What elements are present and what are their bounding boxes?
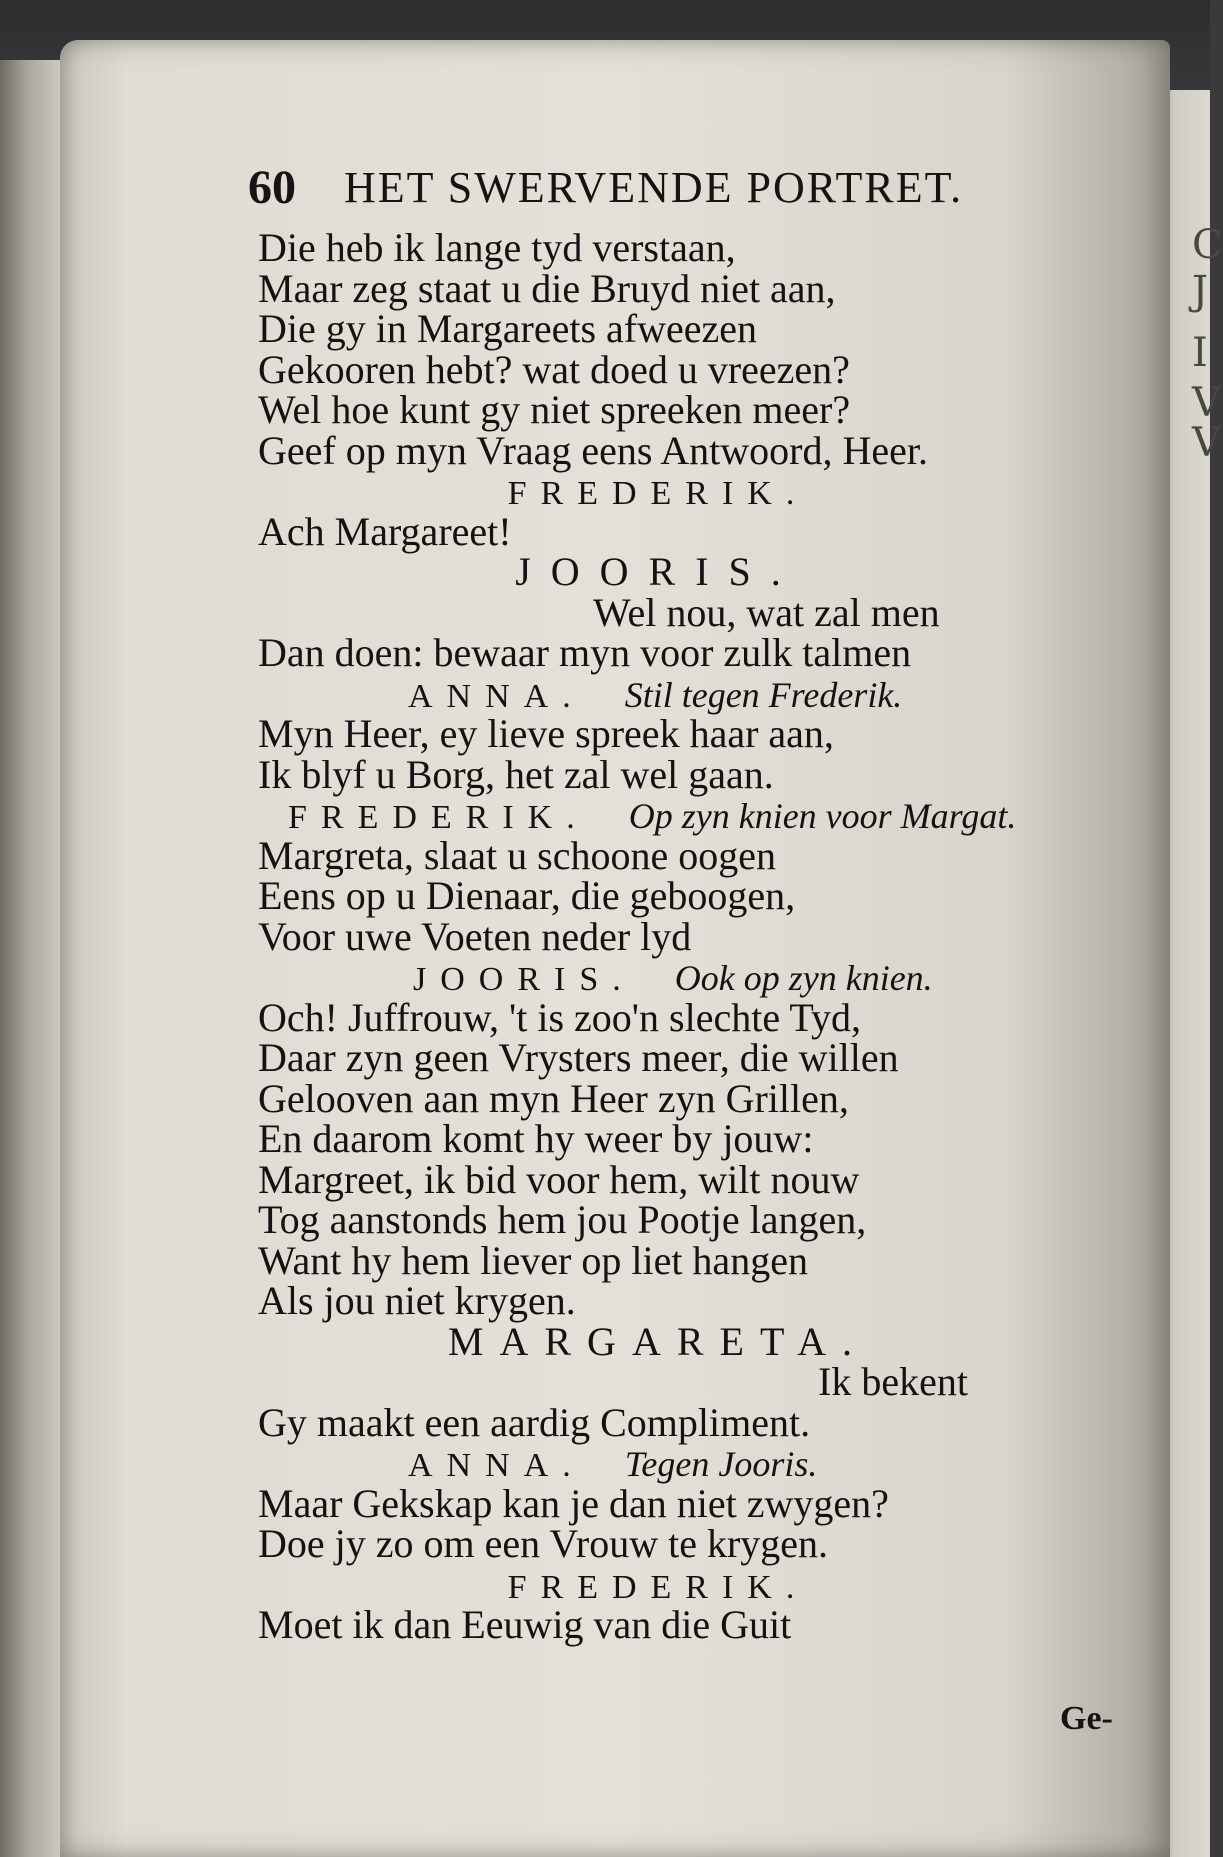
- verse-line-text: Die heb ik lange tyd verstaan,: [258, 225, 736, 270]
- facing-page-glyph: J: [1192, 268, 1209, 314]
- verse-line-text: Gelooven aan myn Heer zyn Grillen,: [258, 1075, 849, 1121]
- speaker-name: JOORIS.: [515, 549, 801, 594]
- facing-page-glyph: C: [1192, 222, 1223, 268]
- running-title: HET SWERVENDE PORTRET.: [344, 163, 964, 212]
- speaker-name: ANNA.: [408, 1447, 585, 1484]
- verse-line-text: Voor uwe Voeten neder lyd: [258, 913, 692, 959]
- stage-direction: Op zyn knien voor Margat.: [628, 796, 1017, 836]
- speaker-name: MARGARETA.: [447, 1318, 869, 1364]
- verse-line: [258, 306, 1118, 351]
- verse-line-text: Gy maakt een aardig Compliment.: [258, 1399, 811, 1445]
- verse-line: [258, 1237, 1118, 1283]
- verse-line: [258, 346, 1118, 392]
- speaker-heading: [258, 471, 1118, 512]
- verse-line: [258, 994, 1118, 1040]
- verse-line: [258, 1521, 1118, 1566]
- verse-line-text: Margreet, ik bid voor hem, wilt nouw: [258, 1156, 860, 1202]
- verse-line: [258, 873, 1118, 918]
- speaker-heading: [258, 795, 1118, 836]
- speaker-name: JOORIS.: [413, 961, 635, 998]
- verse-line: [258, 1278, 1118, 1323]
- verse-line: [258, 1075, 1118, 1121]
- verse-line: [258, 265, 1118, 311]
- stage-direction: Tegen Jooris.: [624, 1444, 818, 1484]
- facing-page-glyph: V: [1192, 380, 1221, 426]
- facing-page-glyph: V: [1192, 420, 1221, 466]
- speaker-heading: [258, 1443, 1118, 1484]
- speaker-name: FREDERIK.: [507, 475, 809, 512]
- verse-line-text: Die gy in Margareets afweezen: [258, 306, 758, 351]
- speaker-heading: [258, 674, 1118, 715]
- verse-line-text: Geef op myn Vraag eens Antwoord, Heer.: [258, 427, 928, 473]
- verse-line-text: Wel nou, wat zal men: [593, 589, 940, 635]
- speaker-name: FREDERIK.: [507, 1568, 809, 1606]
- verse-line-text: Als jou niet krygen.: [258, 1278, 576, 1323]
- verse-line: [258, 427, 1118, 473]
- verse-line: [258, 913, 1118, 959]
- verse-line: [258, 711, 1118, 756]
- stage-direction: Ook op zyn knien.: [674, 958, 933, 998]
- facing-page-glyph: I: [1192, 330, 1208, 376]
- verse-line-text: Daar zyn geen Vrysters meer, die willen: [258, 1035, 899, 1080]
- speaker-heading: [258, 1565, 1118, 1606]
- verse-line-text: Moet ik dan Eeuwig van die Guit: [258, 1602, 792, 1647]
- verse-line-text: Eens op u Dienaar, die geboogen,: [258, 873, 796, 918]
- verse-line: [258, 1197, 1118, 1242]
- speaker-heading: [258, 1318, 1118, 1364]
- verse-line-text: Ach Margareet!: [258, 508, 512, 554]
- verse-line-text: Ik bekent: [818, 1359, 968, 1404]
- verse-line: [258, 630, 1118, 675]
- page-number: 60: [248, 161, 296, 214]
- verse-line-text: Dan doen: bewaar myn voor zulk talmen: [258, 630, 912, 675]
- stage-direction: Stil tegen Frederik.: [624, 674, 903, 715]
- verse-line: [258, 508, 1118, 554]
- verse-line-text: Tog aanstonds hem jou Pootje langen,: [258, 1197, 867, 1242]
- verse-text: [258, 225, 1118, 1647]
- verse-line: [258, 1602, 1118, 1647]
- verse-line-text: Doe jy zo om een Vrouw te krygen.: [258, 1521, 829, 1566]
- verse-line-text: Want hy hem liever op liet hangen: [258, 1237, 808, 1283]
- verse-line: [258, 751, 1118, 797]
- speaker-name: FREDERIK.: [288, 799, 589, 836]
- verse-line: [258, 1156, 1118, 1202]
- verse-line-text: Maar Gekskap kan je dan niet zwygen?: [258, 1480, 889, 1526]
- speaker-heading: [258, 549, 1118, 594]
- verse-line-text: Gekooren hebt? wat doed u vreezen?: [258, 346, 850, 392]
- verse-line-text: Och! Juffrouw, 't is zoo'n slechte Tyd,: [258, 994, 861, 1040]
- verse-line: [258, 225, 1118, 270]
- verse-line: [258, 1359, 1118, 1404]
- verse-line-text: Myn Heer, ey lieve spreek haar aan,: [258, 711, 834, 756]
- verse-line: [258, 1035, 1118, 1080]
- catchword: Ge-: [1060, 1700, 1113, 1737]
- verse-line: [258, 589, 1118, 635]
- verse-line-text: Margreta, slaat u schoone oogen: [258, 832, 776, 878]
- verse-line: [258, 1116, 1118, 1161]
- speaker-name: ANNA.: [408, 677, 585, 715]
- verse-line-text: Wel hoe kunt gy niet spreeken meer?: [258, 387, 851, 432]
- verse-line: [258, 1480, 1118, 1526]
- verse-line-text: En daarom komt hy weer by jouw:: [258, 1116, 814, 1161]
- verse-line: [258, 1399, 1118, 1445]
- speaker-heading: [258, 957, 1118, 998]
- verse-line-text: Maar zeg staat u die Bruyd niet aan,: [258, 265, 836, 311]
- verse-line: [258, 387, 1118, 432]
- verse-line-text: Ik blyf u Borg, het zal wel gaan.: [258, 751, 774, 797]
- verse-line: [258, 832, 1118, 878]
